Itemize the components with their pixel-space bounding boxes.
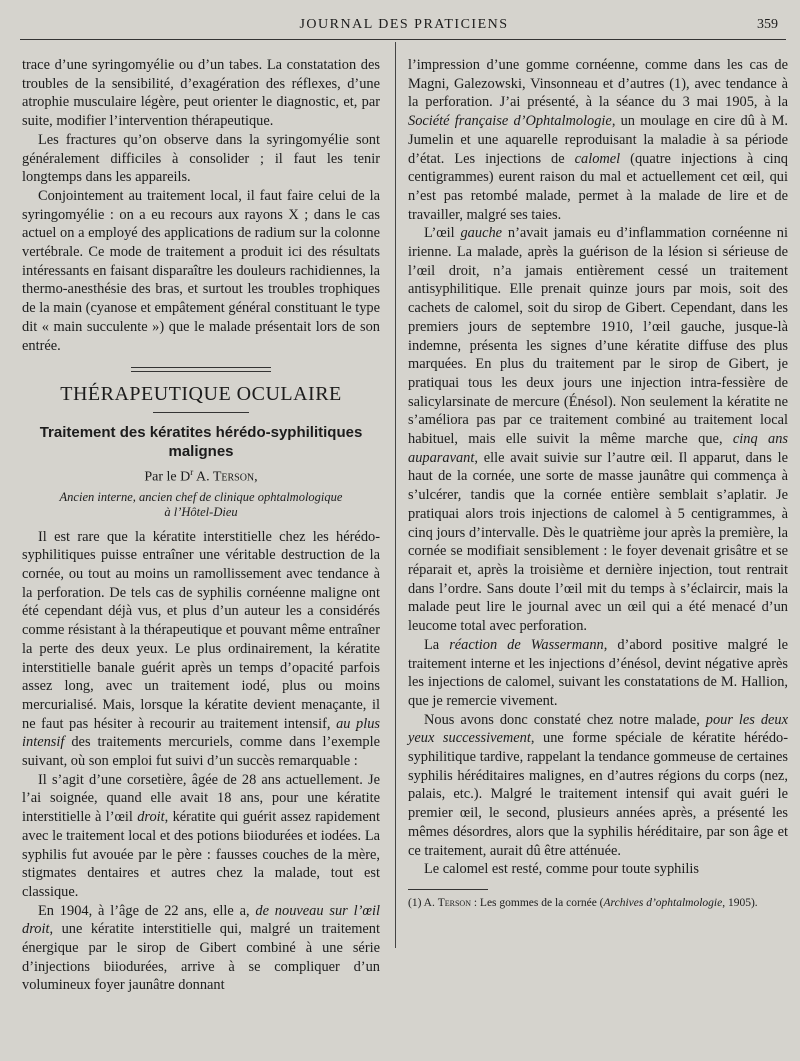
author-affiliation (22, 490, 380, 520)
paragraph (408, 56, 788, 224)
text-run: n’avait jamais eu d’inflammation cornéenne ni irienne. La malade, après la guérison de la lésion si sérieuse de l’œil droit, n’a jamais entièrement cessé un traitement antisyphilitique. Elle prenait quinze jours par mois, soit des cachets de calomel, soit du sirop de Gibert. Cependant, dans les premiers jours de septembre 1910, l’œil gauche, jusque-là indemne, présenta les signes d’une kératite diffuse des plus marquées. En plus du traitement par le sirop de Gibert, je pratiquai tous les deux jours une injection intra-fessière de salicylarsinate de mercure (Énésol). Non seulement la kératite ne s’améliora pas par ce traitement combiné au traitement local habituel, mais elle suivit la même marche que, (408, 225, 788, 448)
italic-run: gauche (460, 225, 503, 242)
italic-run: droit (137, 809, 165, 826)
text-run: des traitements mercuriels, comme dans l’exemple suivant, où son emploi fut suivi d’un succès remarquable : (22, 734, 380, 770)
footnote-rule (408, 889, 488, 890)
italic-run: Archives d’ophtalmologie (603, 896, 723, 909)
italic-run: cinq ans auparavant (408, 431, 788, 466)
paragraph (408, 636, 788, 711)
footnote-author: Terson (437, 896, 471, 909)
italic-run: réaction de Wassermann (449, 636, 604, 653)
paragraph (408, 711, 788, 861)
byline-prefix: Par le D (144, 469, 191, 485)
journal-title: JOURNAL DES PRATICIENS (299, 17, 509, 32)
section-separator (131, 367, 271, 372)
text-run: (quatre injections à cinq centigrammes) eurent raison du mal et actuellement cet œil, qui n’est pas retombé malade, permet à la malade de lire et de travailler, malgré ses taies. (408, 150, 788, 223)
paragraph (22, 902, 380, 996)
text-run: La (424, 636, 450, 653)
author-name: A. Terson, (193, 469, 258, 485)
italic-run: de nouveau sur l’œil droit (22, 902, 380, 938)
text-run: En 1904, à l’âge de 22 ans, elle a, (38, 902, 256, 919)
text-run: (1) A. (408, 896, 438, 909)
text-run: , kératite qui guérit assez rapidement avec le traitement local et des potions biiodurées et iodées. La syphilis fut avouée par le père : fausses couches de la mère, stigmates dentaires et autres chez la malade, tout est classique. (22, 809, 380, 900)
column-divider (395, 42, 396, 948)
paragraph (22, 528, 380, 771)
italic-run: au plus intensif (22, 715, 380, 751)
text-run: l’impression d’une gomme cornéenne, comme dans les cas de Magni, Galezowski, Vinsonneau et d’autres (1), avec tendance à la perforation. J’ai présenté, à la séance du 3 mai 1905, à la (408, 57, 788, 111)
text-run: , 1905). (722, 896, 758, 909)
section-title: THÉRAPEUTIQUE OCULAIRE (60, 383, 342, 406)
text-run: , d’abord positive malgré le traitement interne et les injections d’énésol, devint négative après les injections de calomel, suivant les constatations de M. Hallion, que je remercie vivement. (408, 636, 788, 709)
text-run: , un moulage en cire dû à M. Jumelin et une aquarelle reproduisant la maladie à sa période d’état. Les injections de (408, 113, 788, 167)
text-run: , une forme spéciale de kératite hérédo-syphilitique tardive, rappelant la tendance gommeuse de certaines syphilis héréditaires malignes, en d’autres régions du corps (nez, palais, etc.). Malgré le traitement intensif qui avait guéri le premier œil, le second, plusieurs années après, a présenté les mêmes désordres, alors que la syphilis héréditaire, par son âge et ce traitement, aurait dû être atténuée. (408, 730, 789, 859)
right-column (408, 56, 788, 910)
text-run: L’œil (424, 225, 461, 242)
left-column (22, 56, 380, 995)
paragraph (408, 224, 788, 635)
footnote (408, 896, 788, 910)
author-byline (22, 463, 380, 487)
paragraph: Conjointement au traitement local, il faut faire celui de la syringomyélie : on a eu recours aux rayons X ; dans le cas actuel on a employé des applications de radium sur la colonne vertébrale. Ce mode de traitement a produit ici des résultats intéressants en faisant disparaître les douleurs rachidiennes, la thermo-anesthésie des bras, et surtout les troubles trophiques de la main (cyanose et empâtement général constituant le type dit « main succulente ») que le malade présentait lors de son entrée. (22, 187, 380, 354)
header-rule (20, 39, 786, 40)
section-underline (153, 412, 249, 413)
affiliation-line: Ancien interne, ancien chef de clinique ophtalmologique (59, 489, 343, 504)
text-run: Il s’agit d’une corsetière, âgée de 28 ans actuellement. Je l’ai soignée, quand elle avait 18 ans, pour une kératite interstitielle à l’œil (22, 771, 380, 826)
text-run: Il est rare que la kératite interstitielle chez les hérédo-syphilitiques puisse entraîner une véritable destruction de la cornée, ou tout au moins un ramollissement avec tendance à la perforation. De tels cas de syphilis cornéenne maligne ont été cependant déjà vus, et plus d’un auteur les a considérés comme résistant à la thérapeutique et pouvant même entraîner la perte des deux yeux. Le plus ordinairement, la kératite interstitielle banale guérit après un temps d’opacité parfois assez long, avec un traitement iodé, plus ou moins mercurialisé. Mais, lorsque la kératite devient menaçante, il ne faut pas hésiter à recourir au traitement intensif, (22, 528, 380, 732)
italic-run: Société française d’Ophtalmologie (408, 113, 612, 130)
page-number: 359 (757, 17, 778, 32)
paragraph (22, 771, 380, 902)
paragraph: Les fractures qu’on observe dans la syringomyélie sont généralement difficiles à consolider ; il faut les tenir longtemps dans les appareils. (22, 131, 380, 186)
italic-run: calomel (574, 150, 621, 167)
text-run: : Les gommes de la cornée ( (470, 896, 604, 909)
text-run: Nous avons donc constaté chez notre malade, (424, 711, 706, 728)
running-header (22, 12, 786, 36)
paragraph: Le calomel est resté, comme pour toute syphilis (424, 861, 699, 878)
affiliation-line: à l’Hôtel-Dieu (164, 504, 238, 519)
italic-run: pour les deux yeux successivement (408, 711, 788, 747)
text-run: , elle avait suivie sur l’autre œil. Il apparut, dans le haut de la cornée, une sorte de masse jaunâtre qui commença à s’ulcérer, tandis que la cornée entière semblait s’aplatir. Je pratiquai alors trois injections de calomel à 5 centigrammes, à cinq jours d’intervalle. Dès le quatrième jour après la première, la cornée se modifiait sensiblement : le foyer devenait grisâtre et se réparait et, après la troisième et dernière injection, tout rentrait dans l’ordre. Sans doute l’œil mit du temps à s’éclaircir, mais la malade peut lire le journal avec un œil qui a été menacé d’un leucome total avec perforation. (408, 449, 788, 635)
text-run: , une kératite interstitielle qui, malgré un traitement énergique par le sirop de Gibert combiné à une série d’injections biiodurées, arrive à se compliquer d’un volumineux foyer jaunâtre donnant (22, 921, 380, 994)
paragraph: trace d’une syringomyélie ou d’un tabes. La constatation des troubles de la sensibilité, d’exagération des réflexes, d’une atrophie musculaire légère, peut orienter le diagnostic, et, par suite, modifier l’intervention thérapeutique. (22, 57, 380, 130)
article-title: Traitement des kératites hérédo-syphilitiques malignes (39, 424, 363, 461)
byline-sup: r (190, 467, 194, 478)
